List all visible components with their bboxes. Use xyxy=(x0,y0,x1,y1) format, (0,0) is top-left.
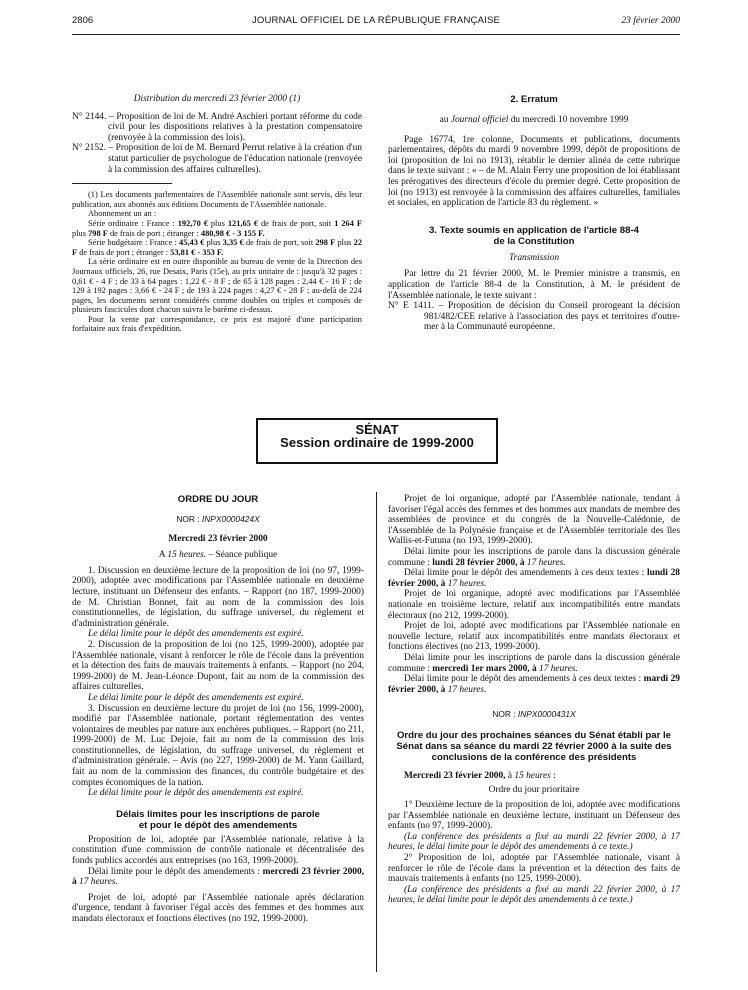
deposit-number: N° 2144. xyxy=(72,111,107,122)
footnote: (1) Les documents parlementaires de l'Assemblée nationale sont servis, dès leur publication, aux abonnés aux éditions Documents de l'Assemblée nationale. xyxy=(72,190,362,209)
transmission-heading: Transmission xyxy=(508,252,560,263)
agenda-item-2: 2. Discussion de la proposition de loi (no 125, 1999-2000), adoptée par l'Assemblée nationale, visant à renforcer le rôle de l'école dans la prévention et la détection des faits de mauvais traitements à enfants. – Rapport (no 204, 1999-2000) de M. Jean-Léonce Dupont, fait au nom de la commission des affaires culturelles. xyxy=(72,639,364,693)
senat-banner xyxy=(256,418,498,464)
nor-reference-2: NOR : INPX0000431X xyxy=(492,709,576,720)
senat-title: SÉNAT xyxy=(355,422,399,437)
page-number: 2806 xyxy=(72,15,94,26)
deadline-amendements-1: Délai limite pour le dépôt des amendements à ces deux textes : lundi 28 février 2000, à 17 heures. xyxy=(388,568,680,589)
distribution-heading: Distribution du mercredi 23 février 2000 (1) xyxy=(133,94,301,104)
header-rule xyxy=(72,34,680,35)
ordre-du-jour-title: ORDRE DU JOUR xyxy=(177,494,259,505)
agenda-item-2-note: Le délai limite pour le dépôt des amendements est expiré. xyxy=(88,692,304,703)
art88-title: 3. Texte soumis en application de l'article 88-4 xyxy=(428,224,640,236)
right-bottom-column xyxy=(388,494,680,906)
prioritaire-item-2-note: (La conférence des présidents a fixé au mardi 22 février 2000, à 17 heures, le délai limite pour le dépôt des amendements à ce texte.) xyxy=(388,884,680,906)
delais-paragraph-1-deadline: Délai limite pour le dépôt des amendements : mercredi 23 février 2000, à 17 heures. xyxy=(72,866,364,888)
session-title: Session ordinaire de 1999-2000 xyxy=(280,434,474,450)
header-date: 23 février 2000 xyxy=(621,16,680,26)
serie-ordinaire: Série ordinaire : France : 192,70 € plus 121,65 € de frais de port, soit 1 264 F plus 798 F de frais de port ; étranger : 480,98 € - 3 155 F. xyxy=(72,218,362,238)
erratum-subtitle: au Journal officiel du mercredi 10 novembre 1999 xyxy=(439,115,629,125)
transmission-text: Par lettre du 21 février 2000, M. le Premier ministre a transmis, en application de l'article 88-4 de la Constitution, à M. le président de l'Assemblée nationale, le texte suivant : xyxy=(388,269,680,301)
day-title: Mercredi 23 février 2000 xyxy=(168,533,268,544)
agenda-item-3-note: Le délai limite pour le dépôt des amendements est expiré. xyxy=(88,788,304,799)
delais-title: Délais limites pour les inscriptions de parole xyxy=(116,808,320,820)
projet-loi-3: Projet de loi, adopté avec modifications par l'Assemblée nationale en nouvelle lecture, relatif aux incompatibilités entre mandats électoraux et fonctions électives (no 213, 1999-2000). xyxy=(388,621,680,653)
projet-organique-1: Projet de loi organique, adopté par l'Assemblée nationale, tendant à favoriser l'égal accès des femmes et des hommes aux mandats de membre des assemblées de province et du congrès de la Nouvelle-Calédonie, de l'Assemblée de la Polynésie française et de l'Assemblée territoriale des îles Wallis-et-Futuna (no 193, 1999-2000). xyxy=(388,494,680,547)
right-top-column xyxy=(388,94,680,333)
footnote-rule xyxy=(72,183,172,184)
deposit-item-2152 xyxy=(72,143,362,175)
journal-title: JOURNAL OFFICIEL DE LA RÉPUBLIQUE FRANÇAISE xyxy=(251,15,501,26)
e1411-item: N° E 1411. – Proposition de décision du Conseil prorogeant la décision 981/482/CEE relative à l'association des pays et territoires d'outre-mer à la Communauté européenne. xyxy=(388,301,681,333)
prochaines-seances-title: Ordre du jour des prochaines séances du Sénat établi par le Sénat dans sa séance du mardi 22 février 2000 à la suite des conclusions de la conférence des présidents xyxy=(396,729,672,763)
seance-line: A 15 heures. – Séance publique xyxy=(158,550,278,561)
column-divider xyxy=(376,492,377,972)
art88-title-2: de la Constitution xyxy=(493,235,575,247)
deposit-item-2144 xyxy=(72,112,362,144)
deadline-parole-1: Délai limite pour les inscriptions de parole dans la discussion générale commune : lundi 28 février 2000, à 17 heures. xyxy=(388,546,680,568)
delais-paragraph-2: Projet de loi, adopté par l'Assemblée nationale après déclaration d'urgence, tendant à favoriser l'égal accès des femmes et des hommes aux mandats électoraux et fonctions électives (no 192, 1999-2000). xyxy=(72,892,364,924)
deposit-number: N° 2152. xyxy=(72,143,107,154)
nor-reference: NOR : INPX0000424X xyxy=(176,514,260,524)
deposit-text: – Proposition de loi de M. André Aschieri portant réforme du code civil pour les dispositions relatives à la prestation compensatoire (renvoyée à la commission des lois). xyxy=(108,111,362,143)
serie-budgetaire: Série budgétaire : France : 45,43 € plus 3,35 € de frais de port, soit 298 F plus 22 F de frais de port ; étranger : 53,81 € - 353 F. xyxy=(72,238,363,257)
delais-paragraph-1: Proposition de loi, adoptée par l'Assemblée nationale, relative à la constitution d'une commission de contrôle nationale et décentralisée des fonds publics accordés aux entreprises (no 163, 1999-2000). xyxy=(72,834,364,867)
projet-organique-2: Projet de loi organique, adopté avec modifications par l'Assemblée nationale en troisième lecture, relatif aux incompatibilités entre mandats électoraux (no 212, 1999-2000). xyxy=(388,589,680,621)
erratum-title: 2. Erratum xyxy=(510,94,558,105)
day-title-2: Mercredi 23 février 2000, à 15 heures : xyxy=(404,770,556,781)
delais-title-2: et pour le dépôt des amendements xyxy=(138,819,298,831)
deadline-parole-2: Délai limite pour les inscriptions de parole dans la discussion générale commune : mercredi 1er mars 2000, à 17 heures. xyxy=(388,652,680,674)
prioritaire-item-2: 2° Proposition de loi, adoptée par l'Assemblée nationale, visant à renforcer le rôle de l'école dans la prévention et la détection des faits de mauvais traitements à enfants (no 125, 1999-2000). xyxy=(388,853,680,885)
agenda-item-1-note: Le délai limite pour le dépôt des amendements est expiré. xyxy=(88,629,304,640)
correspondance-text: Pour la vente par correspondance, ce prix est majoré d'une participation forfaitaire aux frais d'expédition. xyxy=(72,314,362,334)
page-header xyxy=(72,16,680,30)
left-bottom-column xyxy=(72,494,364,925)
deadline-amendements-2: Délai limite pour le dépôt des amendements à ces deux textes : mardi 29 février 2000, à 17 heures. xyxy=(388,674,680,695)
deposit-text: – Proposition de loi de M. Bernard Perrut relative à la création d'un statut particulier de psychologue de l'éducation nationale (renvoyée à la commission des affaires culturelles). xyxy=(108,143,362,175)
abonnement-label: Abonnement un an : xyxy=(88,209,157,219)
vente-text: La série ordinaire est en outre disponible au bureau de vente de la Direction des Journaux officiels, 26, rue Desaix, Paris (15e), au prix unitaire de : jusqu'à 32 pages : 0,61 € - 4 F ; de 33 à 64 pages : 1,22 € - 8 F ; de 65 à 128 pages : 2,44 € - 16 F ; de 129 à 192 pages : 3,66 € - 24 F ; de 193 à 224 pages : 4,27 € - 28 F ; au-delà de 224 pages, les documents seront considérés comme doubles ou triples et composés de plusieurs fascicules dont chacun suivra le barème ci-dessus. xyxy=(72,257,362,315)
prioritaire-item-1-note: (La conférence des présidents a fixé au mardi 22 février 2000, à 17 heures, le délai limite pour le dépôt des amendements à ce texte.) xyxy=(388,831,680,853)
prioritaire-item-1: 1° Deuxième lecture de la proposition de loi, adoptée avec modifications par l'Assemblée nationale en deuxième lecture, instituant un Défenseur des enfants (no 97, 1999-2000). xyxy=(388,800,680,832)
agenda-item-1: 1. Discussion en deuxième lecture de la proposition de loi (no 97, 1999-2000), adoptée avec modifications par l'Assemblée nationale en deuxième lecture, instituant un Défenseur des enfants. – Rapport (no 187, 1999-2000) de M. Christian Bonnet, fait au nom de la commission des lois constitutionnelles, de législation, du suffrage universel, du règlement et d'administration générale. xyxy=(72,565,364,629)
left-top-column xyxy=(72,94,362,334)
erratum-text: Page 16774, 1re colonne, Documents et publications, documents parlementaires, dépôts du mardi 9 novembre 1999, dépôt de propositions de loi (proposition de loi no 1913), rétablir le dernier alinéa de cette rubrique dans le texte suivant : « – de M. Alain Ferry une proposition de loi établissant les prérogatives des directeurs d'école du premier degré. Cette proposition de loi (no 1913) est renvoyée à la commission des affaires culturelles, familiales et sociales, en application de l'article 83 du règlement. » xyxy=(388,134,680,209)
agenda-item-3: 3. Discussion en deuxième lecture du projet de loi (no 156, 1999-2000), modifié par l'Assemblée nationale, portant réglementation des ventes volontaires de meubles par nature aux enchères publiques. – Rapport (no 211, 1999-2000) de M. Luc Dejoie, fait au nom de la commission des lois constitutionnelles, de législation, du suffrage universel, du règlement et d'administration générale. – Avis (no 227, 1999-2000) de M. Yann Gaillard, fait au nom de la commission des finances, du contrôle budgétaire et des comptes économiques de la nation. xyxy=(72,703,364,788)
ordre-prioritaire: Ordre du jour prioritaire xyxy=(488,785,580,796)
